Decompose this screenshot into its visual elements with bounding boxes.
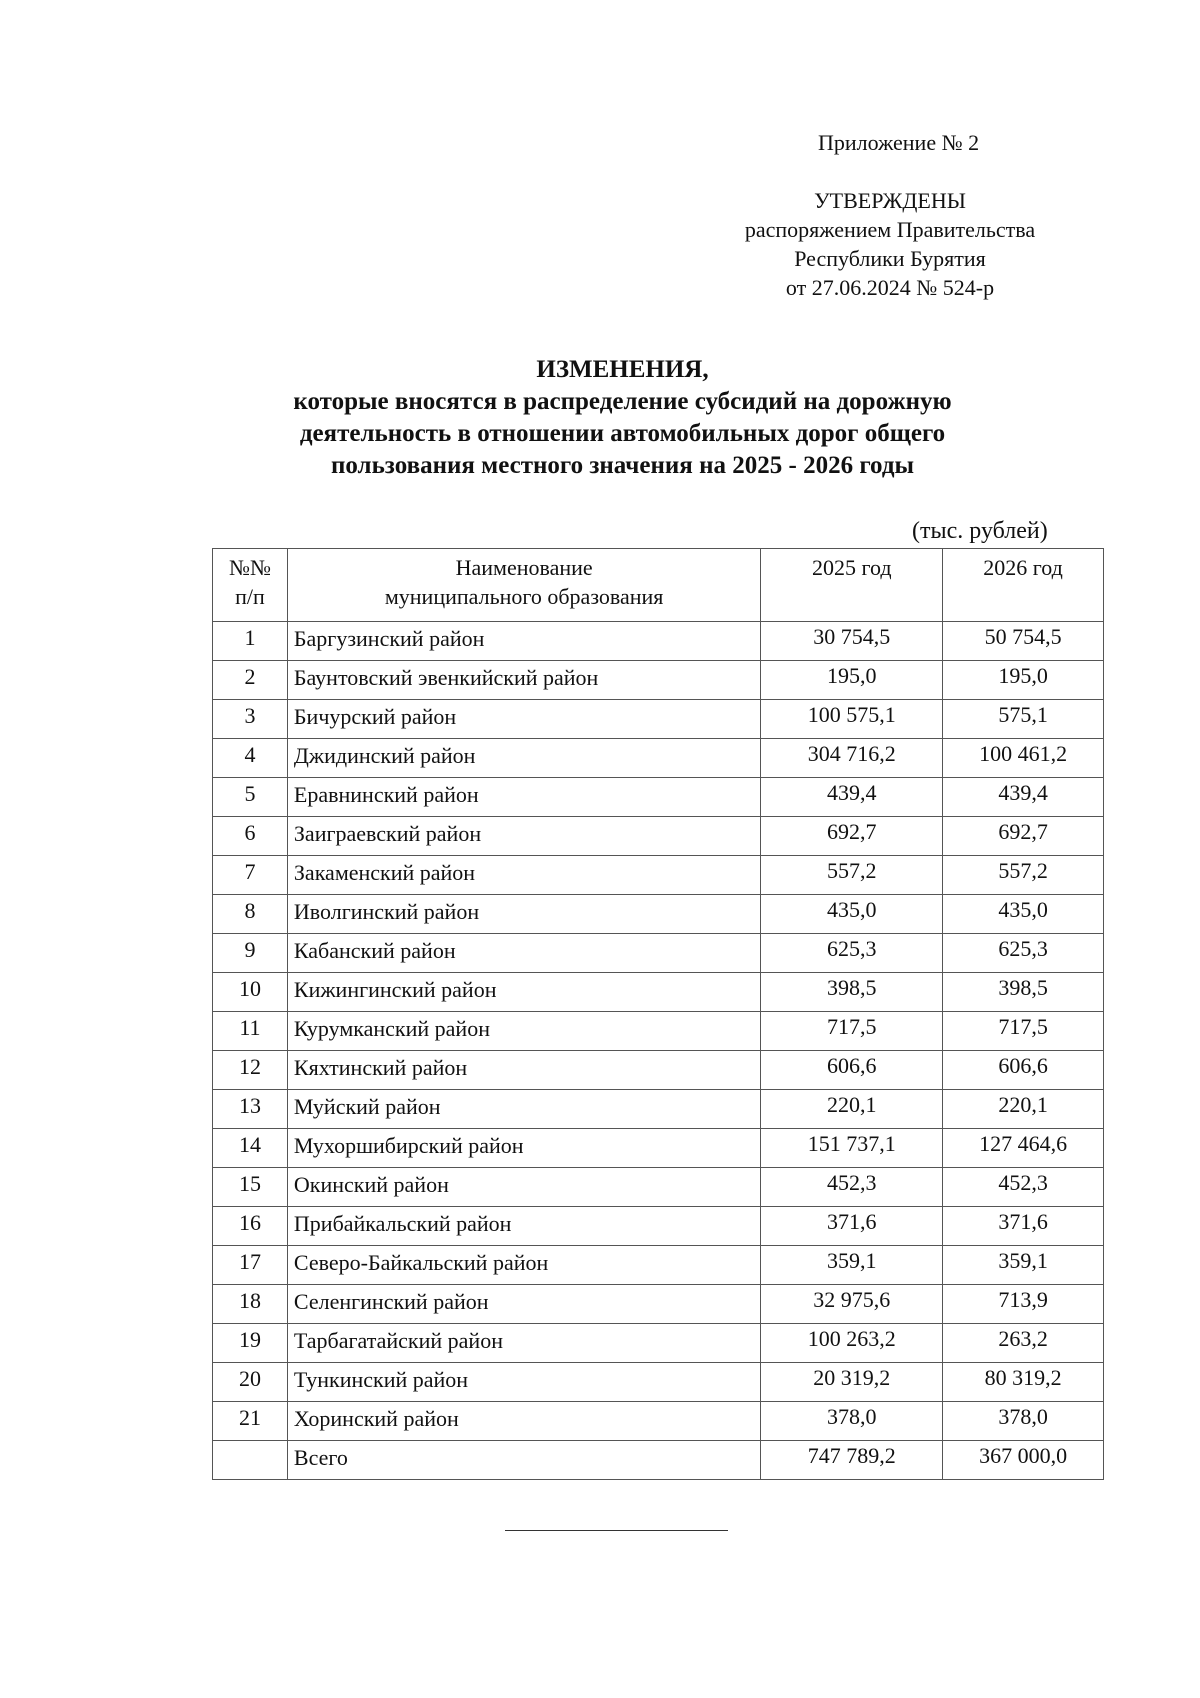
row-name: Хоринский район <box>287 1402 760 1441</box>
row-number: 8 <box>213 895 288 934</box>
header-name <box>287 549 760 622</box>
row-value-2025: 30 754,5 <box>761 622 943 661</box>
row-value-2026: 606,6 <box>943 1051 1104 1090</box>
table-row <box>213 1363 1104 1402</box>
row-value-2025: 398,5 <box>761 973 943 1012</box>
row-value-2026: 263,2 <box>943 1324 1104 1363</box>
row-value-2025: 692,7 <box>761 817 943 856</box>
row-value-2025: 20 319,2 <box>761 1363 943 1402</box>
row-value-2025: 625,3 <box>761 934 943 973</box>
row-value-2025: 435,0 <box>761 895 943 934</box>
row-value-2025: 378,0 <box>761 1402 943 1441</box>
table-row <box>213 1168 1104 1207</box>
row-number: 3 <box>213 700 288 739</box>
table-row <box>213 1090 1104 1129</box>
table-row <box>213 1324 1104 1363</box>
row-value-2026: 371,6 <box>943 1207 1104 1246</box>
table-row <box>213 700 1104 739</box>
table-row <box>213 973 1104 1012</box>
row-value-2026: 557,2 <box>943 856 1104 895</box>
row-name: Муйский район <box>287 1090 760 1129</box>
table-row <box>213 934 1104 973</box>
table-row <box>213 661 1104 700</box>
row-value-2025: 100 263,2 <box>761 1324 943 1363</box>
table-row <box>213 1129 1104 1168</box>
title-line: деятельность в отношении автомобильных дорог общего <box>299 420 946 447</box>
row-number: 7 <box>213 856 288 895</box>
row-value-2025: 747 789,2 <box>761 1441 943 1480</box>
row-value-2026: 398,5 <box>943 973 1104 1012</box>
row-number: 1 <box>213 622 288 661</box>
table-header-row <box>213 549 1104 622</box>
table-row <box>213 622 1104 661</box>
row-value-2026: 717,5 <box>943 1012 1104 1051</box>
row-value-2025: 304 716,2 <box>761 739 943 778</box>
row-value-2026: 692,7 <box>943 817 1104 856</box>
row-name: Тункинский район <box>287 1363 760 1402</box>
row-number: 18 <box>213 1285 288 1324</box>
row-name: Бичурский район <box>287 700 760 739</box>
approval-line: Республики Бурятия <box>794 246 986 271</box>
row-name: Закаменский район <box>287 856 760 895</box>
row-value-2026: 575,1 <box>943 700 1104 739</box>
subsidy-table <box>212 548 1104 1480</box>
approval-line: УТВЕРЖДЕНЫ <box>814 188 966 213</box>
table-row <box>213 1402 1104 1441</box>
row-name: Еравнинский район <box>287 778 760 817</box>
table-row <box>213 1285 1104 1324</box>
row-number: 17 <box>213 1246 288 1285</box>
header-number-line: №№ <box>228 555 271 580</box>
row-number: 14 <box>213 1129 288 1168</box>
row-number: 2 <box>213 661 288 700</box>
row-number: 13 <box>213 1090 288 1129</box>
row-value-2026: 713,9 <box>943 1285 1104 1324</box>
table-row <box>213 1051 1104 1090</box>
row-number: 6 <box>213 817 288 856</box>
row-value-2026: 367 000,0 <box>943 1441 1104 1480</box>
row-number: 5 <box>213 778 288 817</box>
row-number: 12 <box>213 1051 288 1090</box>
row-value-2026: 80 319,2 <box>943 1363 1104 1402</box>
row-value-2025: 32 975,6 <box>761 1285 943 1324</box>
title-line: которые вносятся в распределение субсидий на дорожную <box>293 388 952 415</box>
row-number: 4 <box>213 739 288 778</box>
header-number <box>213 549 288 622</box>
row-name: Кижингинский район <box>287 973 760 1012</box>
row-value-2026: 439,4 <box>943 778 1104 817</box>
header-name-line: Наименование <box>455 555 593 580</box>
table-row <box>213 1012 1104 1051</box>
row-value-2025: 100 575,1 <box>761 700 943 739</box>
row-value-2026: 195,0 <box>943 661 1104 700</box>
row-name: Селенгинский район <box>287 1285 760 1324</box>
table-row <box>213 817 1104 856</box>
row-value-2025: 452,3 <box>761 1168 943 1207</box>
table-row <box>213 1207 1104 1246</box>
row-number: 21 <box>213 1402 288 1441</box>
row-value-2026: 127 464,6 <box>943 1129 1104 1168</box>
table-row <box>213 1246 1104 1285</box>
row-value-2025: 195,0 <box>761 661 943 700</box>
approval-block <box>680 186 1100 302</box>
table-row <box>213 895 1104 934</box>
row-number <box>213 1441 288 1480</box>
row-name: Кяхтинский район <box>287 1051 760 1090</box>
row-value-2026: 378,0 <box>943 1402 1104 1441</box>
row-number: 15 <box>213 1168 288 1207</box>
appendix-label: Приложение № 2 <box>818 130 980 155</box>
row-number: 9 <box>213 934 288 973</box>
row-name: Курумканский район <box>287 1012 760 1051</box>
row-value-2025: 359,1 <box>761 1246 943 1285</box>
row-name: Тарбагатайский район <box>287 1324 760 1363</box>
footer-divider <box>505 1530 728 1531</box>
approval-line: от 27.06.2024 № 524-р <box>785 275 995 300</box>
row-value-2026: 220,1 <box>943 1090 1104 1129</box>
row-value-2026: 435,0 <box>943 895 1104 934</box>
header-2026: 2026 год <box>943 549 1104 622</box>
document-title <box>0 354 1200 482</box>
row-name: Иволгинский район <box>287 895 760 934</box>
row-name: Северо-Байкальский район <box>287 1246 760 1285</box>
row-name: Заиграевский район <box>287 817 760 856</box>
row-value-2025: 151 737,1 <box>761 1129 943 1168</box>
table-row <box>213 778 1104 817</box>
row-number: 19 <box>213 1324 288 1363</box>
row-name: Джидинский район <box>287 739 760 778</box>
row-value-2025: 220,1 <box>761 1090 943 1129</box>
row-name: Кабанский район <box>287 934 760 973</box>
row-value-2026: 625,3 <box>943 934 1104 973</box>
row-number: 10 <box>213 973 288 1012</box>
title-line: пользования местного значения на 2025 - 2026 годы <box>330 452 914 479</box>
header-2025: 2025 год <box>761 549 943 622</box>
row-value-2026: 452,3 <box>943 1168 1104 1207</box>
row-name: Мухоршибирский район <box>287 1129 760 1168</box>
row-value-2026: 100 461,2 <box>943 739 1104 778</box>
row-value-2026: 50 754,5 <box>943 622 1104 661</box>
row-value-2025: 439,4 <box>761 778 943 817</box>
title-line: ИЗМЕНЕНИЯ, <box>536 356 709 383</box>
row-number: 20 <box>213 1363 288 1402</box>
row-value-2025: 717,5 <box>761 1012 943 1051</box>
row-name: Прибайкальский район <box>287 1207 760 1246</box>
header-name-line: муниципального образования <box>384 584 664 609</box>
units-label: (тыс. рублей) <box>912 518 1048 544</box>
row-number: 11 <box>213 1012 288 1051</box>
header-number-line: п/п <box>235 584 265 609</box>
row-value-2025: 371,6 <box>761 1207 943 1246</box>
table-row <box>213 739 1104 778</box>
table-row <box>213 856 1104 895</box>
row-value-2026: 359,1 <box>943 1246 1104 1285</box>
row-name: Всего <box>287 1441 760 1480</box>
approval-line: распоряжением Правительства <box>744 217 1036 242</box>
row-value-2025: 557,2 <box>761 856 943 895</box>
table-total-row <box>213 1441 1104 1480</box>
row-name: Окинский район <box>287 1168 760 1207</box>
row-number: 16 <box>213 1207 288 1246</box>
row-value-2025: 606,6 <box>761 1051 943 1090</box>
row-name: Баунтовский эвенкийский район <box>287 661 760 700</box>
row-name: Баргузинский район <box>287 622 760 661</box>
